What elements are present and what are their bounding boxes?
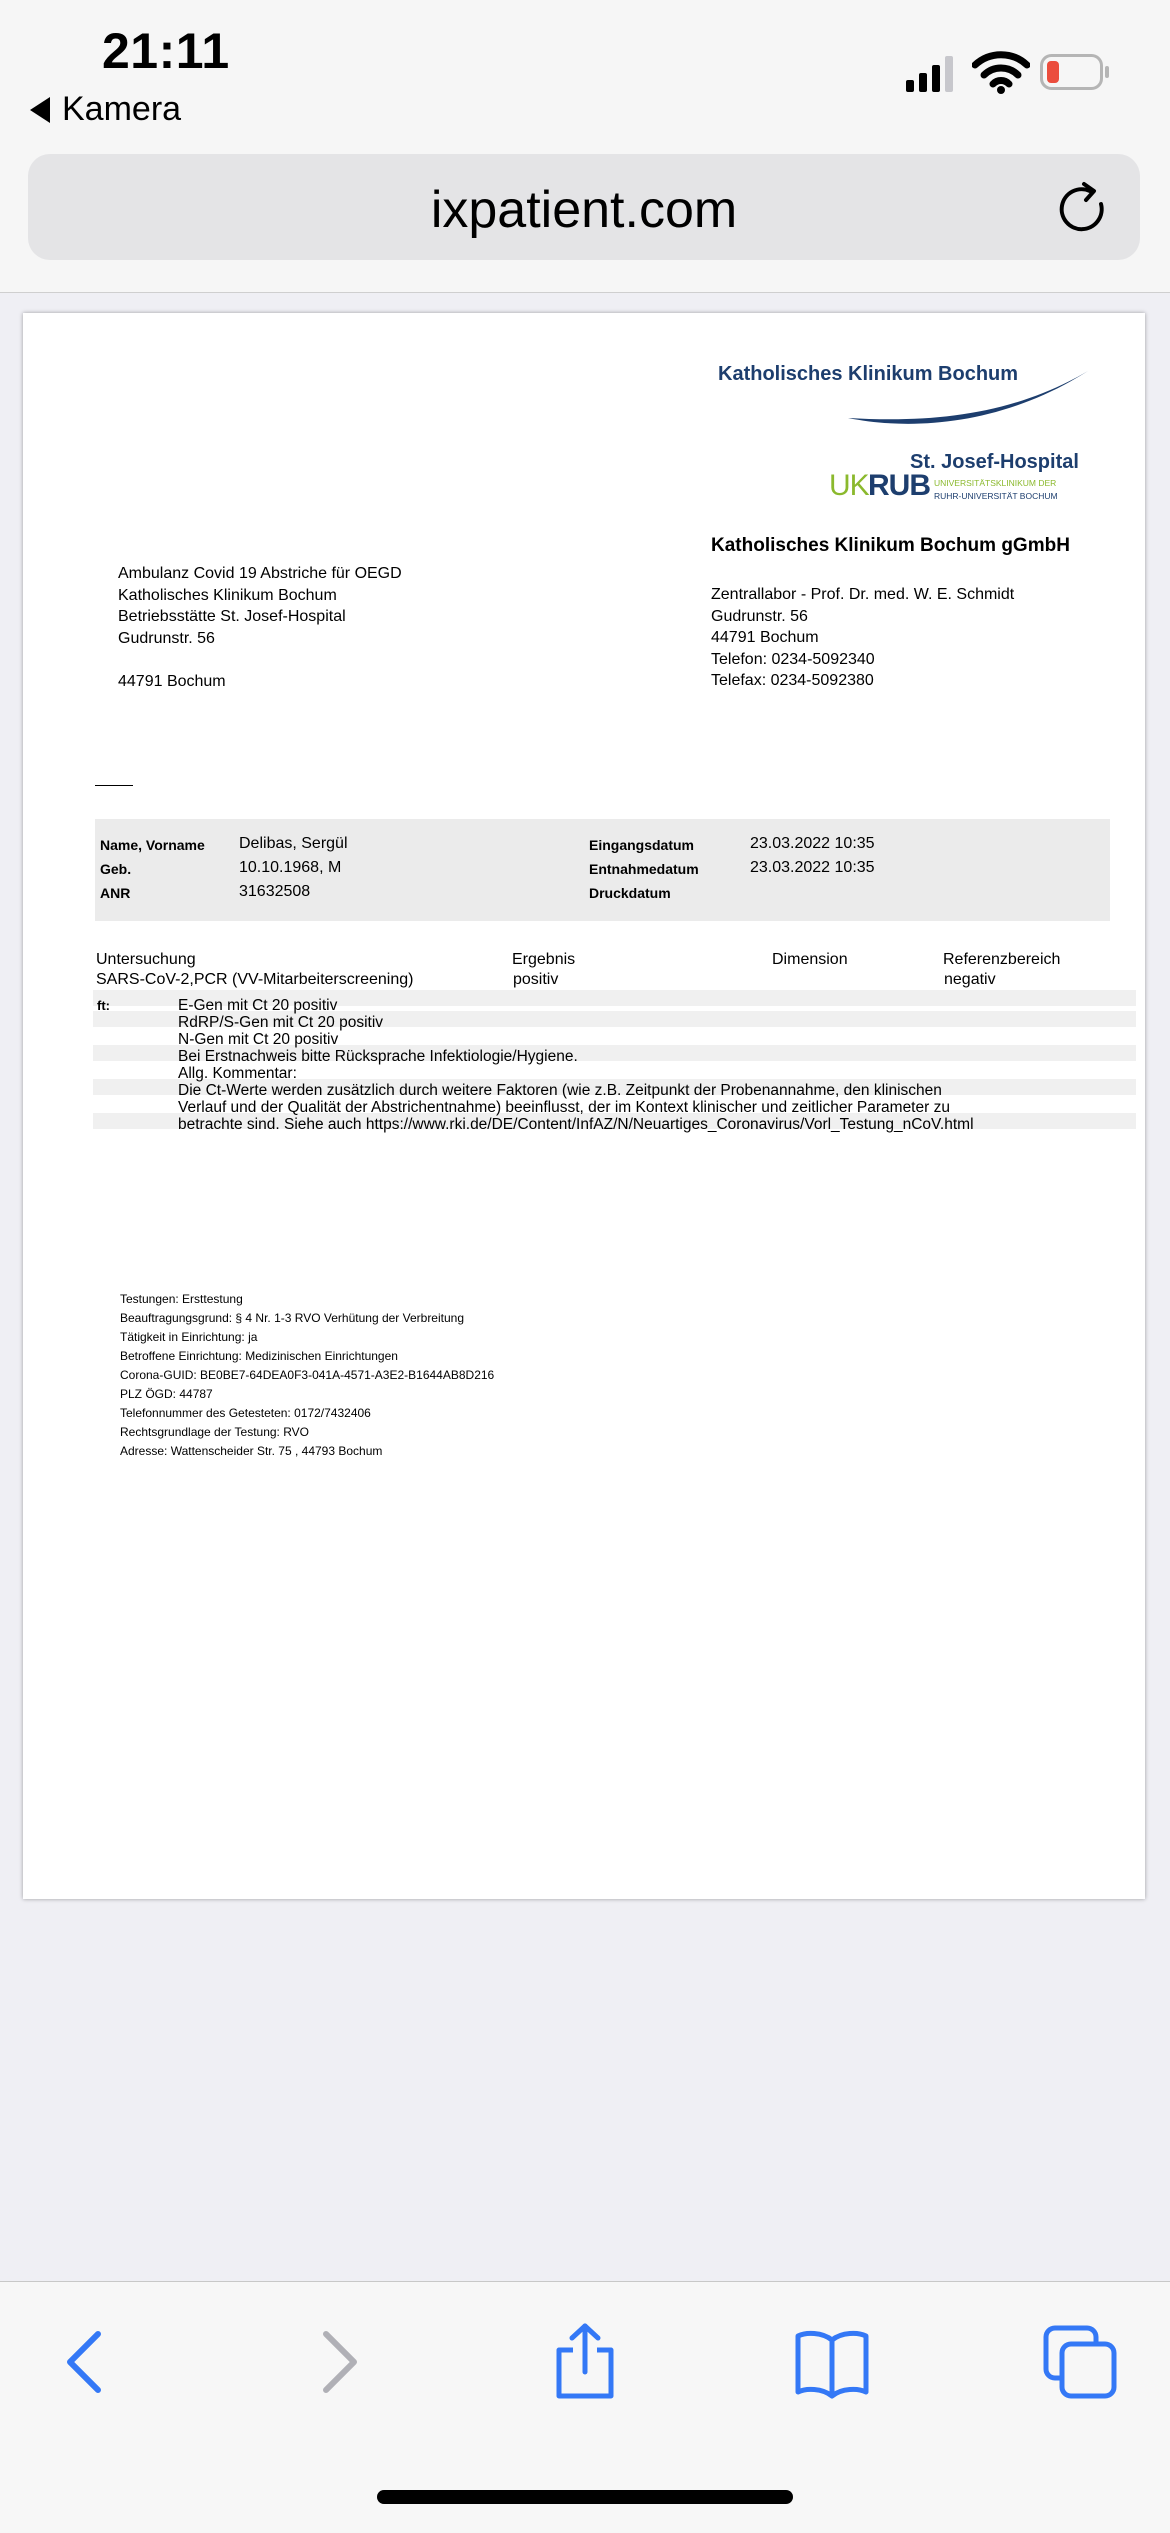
detail-line: Telefonnummer des Getesteten: 0172/7432406: [120, 1406, 371, 1420]
detail-line: Betroffene Einrichtung: Medizinischen Einrichtungen: [120, 1349, 398, 1363]
printed-label: Druckdatum: [589, 885, 671, 901]
recipient-line: 44791 Bochum: [118, 672, 226, 690]
status-bar: [0, 0, 1170, 150]
tabs-icon[interactable]: [1040, 2322, 1120, 2402]
recipient-line: Ambulanz Covid 19 Abstriche für OEGD: [118, 565, 402, 582]
browser-top-bar: [0, 150, 1170, 293]
col-reference-header: Referenzbereich: [943, 951, 1061, 968]
logo-swoosh-icon: [843, 363, 1093, 438]
back-arrow-icon[interactable]: [46, 2322, 126, 2402]
footnote-line: RdRP/S-Gen mit Ct 20 positiv: [178, 1014, 384, 1031]
detail-line: PLZ ÖGD: 44787: [120, 1387, 213, 1401]
sender-line: Gudrunstr. 56: [711, 607, 808, 625]
logo-name: Katholisches Klinikum Bochum: [718, 363, 1019, 385]
footnote-line: Die Ct-Werte werden zusätzlich durch weitere Faktoren (wie z.B. Zeitpunkt der Probenannahme, den klinischen: [178, 1082, 942, 1099]
logo-rub: RUB: [868, 469, 930, 502]
sender-line: Telefon: 0234-5092340: [711, 650, 875, 668]
sender-address: [711, 584, 1014, 692]
detail-line: Testungen: Ersttestung: [120, 1292, 243, 1306]
forward-arrow-icon[interactable]: [298, 2322, 378, 2402]
sender-line: 44791 Bochum: [711, 629, 819, 646]
result-value: positiv: [513, 971, 559, 988]
recipient-line: Gudrunstr. 56: [118, 629, 215, 647]
detail-line: Tätigkeit in Einrichtung: ja: [120, 1330, 258, 1344]
sender-line: Zentrallabor - Prof. Dr. med. W. E. Schmidt: [711, 586, 1015, 603]
org-title: Katholisches Klinikum Bochum gGmbH: [711, 535, 1070, 556]
recipient-line: Betriebsstätte St. Josef-Hospital: [118, 608, 346, 625]
col-result-header: Ergebnis: [512, 951, 576, 968]
lab-report-page: [23, 313, 1145, 1899]
recipient-line: Katholisches Klinikum Bochum: [118, 586, 337, 604]
detail-line: Corona-GUID: BE0BE7-64DEA0F3-041A-4571-A3E2-B1644AB8D216: [120, 1368, 495, 1382]
patient-info-box: [95, 819, 1110, 921]
web-content: [0, 293, 1170, 2281]
back-app-label: Kamera: [62, 90, 182, 128]
detail-line: Adresse: Wattenscheider Str. 75 , 44793 Bochum: [120, 1444, 383, 1458]
separator-dash: [95, 785, 133, 786]
footnote-line: N-Gen mit Ct 20 positiv: [178, 1031, 339, 1048]
taken-date: 23.03.2022 10:35: [750, 859, 875, 876]
patient-anr: 31632508: [239, 883, 311, 900]
address-bar[interactable]: [28, 154, 1140, 260]
back-to-app-button[interactable]: [30, 90, 181, 129]
patient-dob: 10.10.1968, M: [239, 859, 342, 876]
received-date: 23.03.2022 10:35: [750, 835, 875, 852]
home-indicator: [377, 2490, 793, 2504]
logo-uk: UK: [829, 469, 869, 502]
back-triangle-icon: [30, 97, 50, 123]
battery-low-icon: [1040, 54, 1110, 90]
anr-label: ANR: [100, 885, 131, 901]
sender-line: Telefax: 0234-5092380: [711, 672, 874, 689]
wifi-icon: [972, 50, 1030, 94]
logo-hospital: St. Josef-Hospital: [910, 451, 1079, 473]
patient-name: Delibas, Sergül: [239, 835, 348, 852]
result-test: SARS-CoV-2,PCR (VV-Mitarbeiterscreening): [96, 971, 414, 988]
result-reference: negativ: [944, 971, 996, 988]
bookmarks-icon[interactable]: [792, 2322, 872, 2402]
recipient-address: [118, 563, 402, 692]
col-test-header: Untersuchung: [96, 951, 196, 968]
footnote-line: betrachte sind. Siehe auch https://www.rki.de/DE/Content/InfAZ/N/Neuartiges_Coronavirus/Vorl_Testung_nCoV.html: [178, 1116, 974, 1133]
dob-label: Geb.: [100, 861, 132, 877]
address-url[interactable]: ixpatient.com: [430, 181, 738, 239]
col-dimension-header: Dimension: [772, 951, 848, 968]
logo-subtitle-1: UNIVERSITÄTSKLINIKUM DER: [934, 478, 1057, 488]
received-label: Eingangsdatum: [589, 837, 695, 853]
name-label: Name, Vorname: [100, 837, 205, 853]
logo-subtitle-2: RUHR-UNIVERSITÄT BOCHUM: [934, 491, 1058, 501]
detail-line: Rechtsgrundlage der Testung: RVO: [120, 1425, 310, 1439]
detail-line: Beauftragungsgrund: § 4 Nr. 1-3 RVO Verhütung der Verbreitung: [120, 1311, 465, 1325]
footnote-line: Bei Erstnachweis bitte Rücksprache Infektiologie/Hygiene.: [178, 1048, 578, 1065]
status-time: 21:11: [102, 23, 230, 79]
test-details: [120, 1290, 494, 1461]
reload-icon[interactable]: [1054, 180, 1114, 240]
footnote-label: ft:: [97, 998, 110, 1013]
cellular-signal-icon: [906, 56, 956, 92]
taken-label: Entnahmedatum: [589, 861, 699, 877]
footnote-line: E-Gen mit Ct 20 positiv: [178, 997, 338, 1014]
recipient-line: [118, 649, 402, 671]
footnote-line: Allg. Kommentar:: [178, 1065, 297, 1082]
share-icon[interactable]: [545, 2322, 625, 2402]
footnote-line: Verlauf und der Qualität der Abstrichentnahme) beeinflusst, der im Kontext klinischer und zeitlicher Parameter zu: [178, 1099, 950, 1116]
